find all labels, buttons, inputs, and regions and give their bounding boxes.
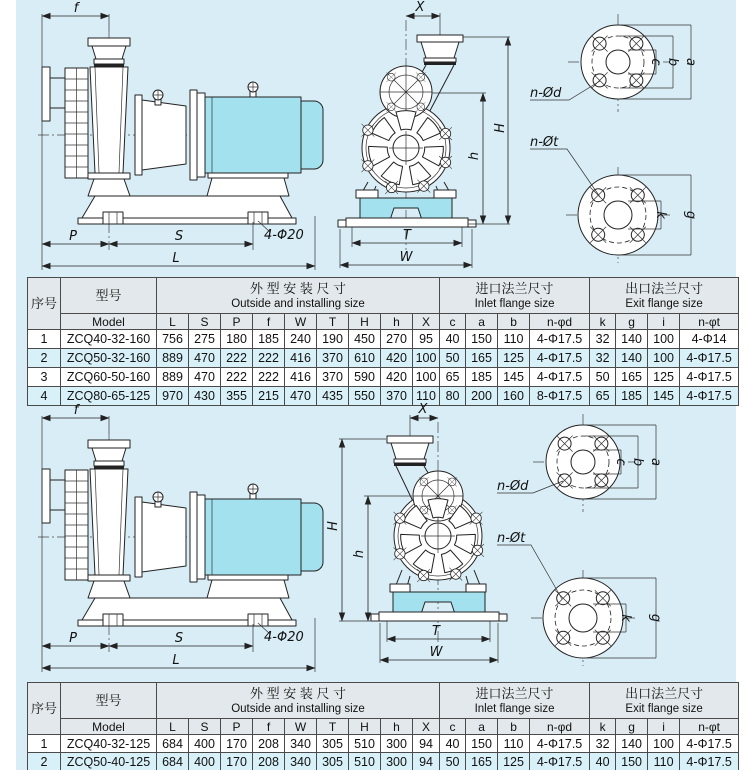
anchor-holes-label: 4-Φ20 bbox=[264, 630, 304, 645]
anchor-holes-label: 4-Φ20 bbox=[264, 228, 304, 243]
header-exit-en: Exit flange size bbox=[625, 298, 703, 310]
cell: 2 bbox=[28, 349, 61, 368]
cell: 100 bbox=[413, 368, 440, 387]
cell: 970 bbox=[157, 387, 189, 406]
cell: 200 bbox=[466, 387, 498, 406]
cell: 4 bbox=[28, 387, 61, 406]
inlet-bolt-holes-label: n-Ød bbox=[497, 479, 529, 494]
cell: 4-Φ17.5 bbox=[680, 368, 739, 387]
cell: 400 bbox=[189, 753, 221, 770]
cell: 150 bbox=[466, 330, 498, 349]
cell: 180 bbox=[221, 330, 253, 349]
cell: 2 bbox=[28, 753, 61, 770]
header-seq: 序号 bbox=[28, 278, 61, 330]
cell: 370 bbox=[381, 387, 413, 406]
eye-bolt-icon bbox=[248, 82, 258, 97]
cell: 165 bbox=[616, 368, 648, 387]
cell: 140 bbox=[616, 330, 648, 349]
col-g: g bbox=[616, 314, 648, 330]
cell: 40 bbox=[440, 330, 466, 349]
cell: 4-Φ17.5 bbox=[680, 349, 739, 368]
cell: 185 bbox=[616, 387, 648, 406]
dim-label-b: b bbox=[630, 457, 645, 467]
header-model-en: Model bbox=[61, 314, 157, 330]
col-h: h bbox=[381, 314, 413, 330]
cell: ZCQ80-65-125 bbox=[61, 387, 157, 406]
cell: 150 bbox=[616, 753, 648, 770]
cell: 756 bbox=[157, 330, 189, 349]
cell: 550 bbox=[349, 387, 381, 406]
cell: 65 bbox=[590, 387, 616, 406]
dim-label-a: a bbox=[648, 458, 663, 466]
table-body bbox=[28, 330, 739, 406]
col-i: i bbox=[648, 719, 680, 735]
cell: 222 bbox=[221, 368, 253, 387]
cell: 4-Φ17.5 bbox=[530, 330, 590, 349]
cell: 275 bbox=[189, 330, 221, 349]
dim-label-f: f bbox=[73, 1, 79, 16]
inlet-flange-view bbox=[497, 414, 663, 512]
cell: 470 bbox=[189, 368, 221, 387]
col-T: T bbox=[317, 314, 349, 330]
cell: 125 bbox=[498, 753, 530, 770]
col-n-phi-d: n-φd bbox=[530, 314, 590, 330]
col-b: b bbox=[498, 314, 530, 330]
cell: 110 bbox=[498, 330, 530, 349]
cell: 4-Φ17.5 bbox=[680, 753, 739, 770]
col-n-phi-t: n-φt bbox=[680, 314, 739, 330]
col-S: S bbox=[189, 719, 221, 735]
dim-label-W: W bbox=[399, 250, 413, 265]
eye-bolt-icon bbox=[248, 484, 258, 499]
cell: 4-Φ17.5 bbox=[530, 349, 590, 368]
cell: 8-Φ17.5 bbox=[530, 387, 590, 406]
col-g: g bbox=[616, 719, 648, 735]
header-exit-cn: 出口法兰尺寸 bbox=[625, 281, 704, 296]
cell: 140 bbox=[616, 735, 648, 753]
col-L: L bbox=[157, 719, 189, 735]
cell: 125 bbox=[498, 349, 530, 368]
dim-label-h: h bbox=[467, 151, 482, 161]
dim-label-S: S bbox=[174, 229, 184, 244]
table-row bbox=[28, 753, 739, 770]
cell: 222 bbox=[253, 349, 285, 368]
header-outside-en: Outside and installing size bbox=[231, 298, 365, 310]
cell: 185 bbox=[466, 368, 498, 387]
cell: 4-Φ17.5 bbox=[530, 735, 590, 753]
cell: 610 bbox=[349, 349, 381, 368]
cell: 94 bbox=[413, 753, 440, 770]
cell: 300 bbox=[381, 753, 413, 770]
cell: 305 bbox=[317, 735, 349, 753]
header-model-cn: 型号 bbox=[61, 278, 157, 314]
table-row bbox=[28, 735, 739, 753]
cell: 4-Φ17.5 bbox=[680, 735, 739, 753]
spec-table-160-series bbox=[27, 277, 739, 406]
cell: 100 bbox=[648, 349, 680, 368]
cell: 1 bbox=[28, 735, 61, 753]
header-model-cn: 型号 bbox=[61, 683, 157, 719]
dim-label-a: a bbox=[683, 58, 698, 66]
cell: 300 bbox=[381, 735, 413, 753]
cell: ZCQ40-32-125 bbox=[61, 735, 157, 753]
col-c: c bbox=[440, 314, 466, 330]
dim-label-k: k bbox=[653, 211, 668, 219]
cell: 590 bbox=[349, 368, 381, 387]
table-row bbox=[28, 330, 739, 349]
cell: 165 bbox=[466, 349, 498, 368]
cell: 889 bbox=[157, 368, 189, 387]
cell: 222 bbox=[253, 368, 285, 387]
cell: 185 bbox=[253, 330, 285, 349]
dim-label-L: L bbox=[172, 653, 180, 668]
header-model-en: Model bbox=[61, 719, 157, 735]
cell: 1 bbox=[28, 330, 61, 349]
pump-drawing-125-series bbox=[16, 402, 736, 682]
col-W: W bbox=[285, 314, 317, 330]
cell: 222 bbox=[221, 349, 253, 368]
col-f: f bbox=[253, 719, 285, 735]
cell: 110 bbox=[498, 735, 530, 753]
header-exit-group bbox=[590, 683, 739, 719]
col-a: a bbox=[466, 719, 498, 735]
cell: 94 bbox=[413, 735, 440, 753]
table-row bbox=[28, 349, 739, 368]
col-X: X bbox=[413, 719, 440, 735]
table-body bbox=[28, 735, 739, 770]
cell: 100 bbox=[413, 349, 440, 368]
cell: 420 bbox=[381, 368, 413, 387]
cell: 208 bbox=[253, 735, 285, 753]
eye-bolt-icon bbox=[153, 492, 163, 507]
dim-label-X: X bbox=[415, 0, 425, 15]
dim-label-X: X bbox=[418, 402, 428, 417]
dim-label-S: S bbox=[174, 631, 184, 646]
cell: 40 bbox=[590, 753, 616, 770]
cell: 4-Φ17.5 bbox=[680, 387, 739, 406]
cell: 110 bbox=[648, 753, 680, 770]
col-L: L bbox=[157, 314, 189, 330]
cell: 165 bbox=[466, 753, 498, 770]
dim-label-b: b bbox=[665, 57, 680, 67]
dim-label-c: c bbox=[613, 458, 628, 466]
cell: 510 bbox=[349, 753, 381, 770]
pump-drawing-160-series bbox=[16, 0, 736, 277]
dim-label-g: g bbox=[683, 210, 698, 220]
cell: ZCQ60-50-160 bbox=[61, 368, 157, 387]
pump-front-view bbox=[338, 20, 476, 250]
col-c: c bbox=[440, 719, 466, 735]
header-inlet-cn: 进口法兰尺寸 bbox=[475, 686, 554, 701]
cell: 32 bbox=[590, 349, 616, 368]
header-inlet-cn: 进口法兰尺寸 bbox=[475, 281, 554, 296]
cell: 470 bbox=[189, 349, 221, 368]
col-H: H bbox=[349, 314, 381, 330]
cell: 416 bbox=[285, 349, 317, 368]
cell: 510 bbox=[349, 735, 381, 753]
cell: 125 bbox=[648, 368, 680, 387]
cell: ZCQ50-40-125 bbox=[61, 753, 157, 770]
col-k: k bbox=[590, 314, 616, 330]
header-exit-group bbox=[590, 278, 739, 314]
cell: 65 bbox=[440, 368, 466, 387]
header-exit-cn: 出口法兰尺寸 bbox=[625, 686, 704, 701]
cell: 170 bbox=[221, 753, 253, 770]
pump-side-view bbox=[38, 434, 323, 652]
cell: 190 bbox=[317, 330, 349, 349]
cell: 50 bbox=[590, 368, 616, 387]
cell: 170 bbox=[221, 735, 253, 753]
header-outside-cn: 外 型 安 装 尺 寸 bbox=[249, 686, 347, 701]
cell: 100 bbox=[648, 735, 680, 753]
cell: 270 bbox=[381, 330, 413, 349]
cell: 4-Φ17.5 bbox=[530, 753, 590, 770]
header-outside-group bbox=[157, 683, 440, 719]
header-exit-en: Exit flange size bbox=[625, 703, 703, 715]
cell: ZCQ50-32-160 bbox=[61, 349, 157, 368]
cell: 470 bbox=[285, 387, 317, 406]
col-a: a bbox=[466, 314, 498, 330]
cell: 32 bbox=[590, 330, 616, 349]
header-inlet-en: Inlet flange size bbox=[474, 703, 555, 715]
cell: ZCQ40-32-160 bbox=[61, 330, 157, 349]
cell: 80 bbox=[440, 387, 466, 406]
cell: 32 bbox=[590, 735, 616, 753]
spec-table-125-series bbox=[27, 682, 739, 770]
cell: 145 bbox=[498, 368, 530, 387]
cell: 40 bbox=[440, 735, 466, 753]
cell: 430 bbox=[189, 387, 221, 406]
cell: 370 bbox=[317, 368, 349, 387]
cell: 110 bbox=[413, 387, 440, 406]
outlet-flange-view bbox=[497, 531, 663, 666]
col-k: k bbox=[590, 719, 616, 735]
dim-label-H: H bbox=[326, 521, 341, 531]
cell: 95 bbox=[413, 330, 440, 349]
cell: 160 bbox=[498, 387, 530, 406]
cell: 370 bbox=[317, 349, 349, 368]
cell: 145 bbox=[648, 387, 680, 406]
cell: 4-Φ17.5 bbox=[530, 368, 590, 387]
cell: 100 bbox=[648, 330, 680, 349]
col-X: X bbox=[413, 314, 440, 330]
header-seq: 序号 bbox=[28, 683, 61, 735]
cell: 420 bbox=[381, 349, 413, 368]
dim-label-H: H bbox=[493, 123, 508, 133]
header-inlet-group bbox=[440, 278, 590, 314]
cell: 684 bbox=[157, 735, 189, 753]
cell: 435 bbox=[317, 387, 349, 406]
cell: 50 bbox=[440, 349, 466, 368]
dim-label-L: L bbox=[172, 251, 180, 266]
col-W: W bbox=[285, 719, 317, 735]
col-b: b bbox=[498, 719, 530, 735]
pump-front-view bbox=[371, 422, 507, 650]
cell: 208 bbox=[253, 753, 285, 770]
cell: 305 bbox=[317, 753, 349, 770]
dim-label-T: T bbox=[403, 228, 411, 243]
inlet-bolt-holes-label: n-Ød bbox=[530, 86, 562, 101]
header-inlet-en: Inlet flange size bbox=[474, 298, 555, 310]
cell: 400 bbox=[189, 735, 221, 753]
eye-bolt-icon bbox=[153, 90, 163, 105]
pump-side-view bbox=[38, 32, 323, 250]
col-h: h bbox=[381, 719, 413, 735]
outlet-bolt-holes-label: n-Øt bbox=[530, 135, 559, 150]
cell: 416 bbox=[285, 368, 317, 387]
cell: 3 bbox=[28, 368, 61, 387]
col-H: H bbox=[349, 719, 381, 735]
col-P: P bbox=[221, 314, 253, 330]
outlet-flange-view bbox=[530, 135, 698, 263]
dim-label-k: k bbox=[618, 614, 633, 622]
col-S: S bbox=[189, 314, 221, 330]
cell: 355 bbox=[221, 387, 253, 406]
col-f: f bbox=[253, 314, 285, 330]
dim-label-c: c bbox=[648, 58, 663, 66]
col-P: P bbox=[221, 719, 253, 735]
col-n-phi-t: n-φt bbox=[680, 719, 739, 735]
dim-label-g: g bbox=[648, 613, 663, 623]
col-T: T bbox=[317, 719, 349, 735]
cell: 140 bbox=[616, 349, 648, 368]
header-outside-en: Outside and installing size bbox=[231, 703, 365, 715]
inlet-flange-view bbox=[530, 14, 698, 112]
cell: 240 bbox=[285, 330, 317, 349]
cell: 4-Φ14 bbox=[680, 330, 739, 349]
dim-label-T: T bbox=[432, 624, 440, 639]
dim-label-P: P bbox=[69, 631, 77, 646]
dim-label-P: P bbox=[69, 229, 77, 244]
outlet-bolt-holes-label: n-Øt bbox=[497, 531, 526, 546]
col-n-phi-d: n-φd bbox=[530, 719, 590, 735]
cell: 684 bbox=[157, 753, 189, 770]
table-row bbox=[28, 368, 739, 387]
cell: 150 bbox=[466, 735, 498, 753]
cell: 450 bbox=[349, 330, 381, 349]
header-outside-group bbox=[157, 278, 440, 314]
cell: 340 bbox=[285, 753, 317, 770]
cell: 215 bbox=[253, 387, 285, 406]
header-inlet-group bbox=[440, 683, 590, 719]
cell: 889 bbox=[157, 349, 189, 368]
dim-label-f: f bbox=[73, 403, 79, 418]
cell: 50 bbox=[440, 753, 466, 770]
header-outside-cn: 外 型 安 装 尺 寸 bbox=[249, 281, 347, 296]
dim-label-W: W bbox=[429, 645, 443, 660]
dim-label-h: h bbox=[352, 549, 367, 559]
cell: 340 bbox=[285, 735, 317, 753]
col-i: i bbox=[648, 314, 680, 330]
